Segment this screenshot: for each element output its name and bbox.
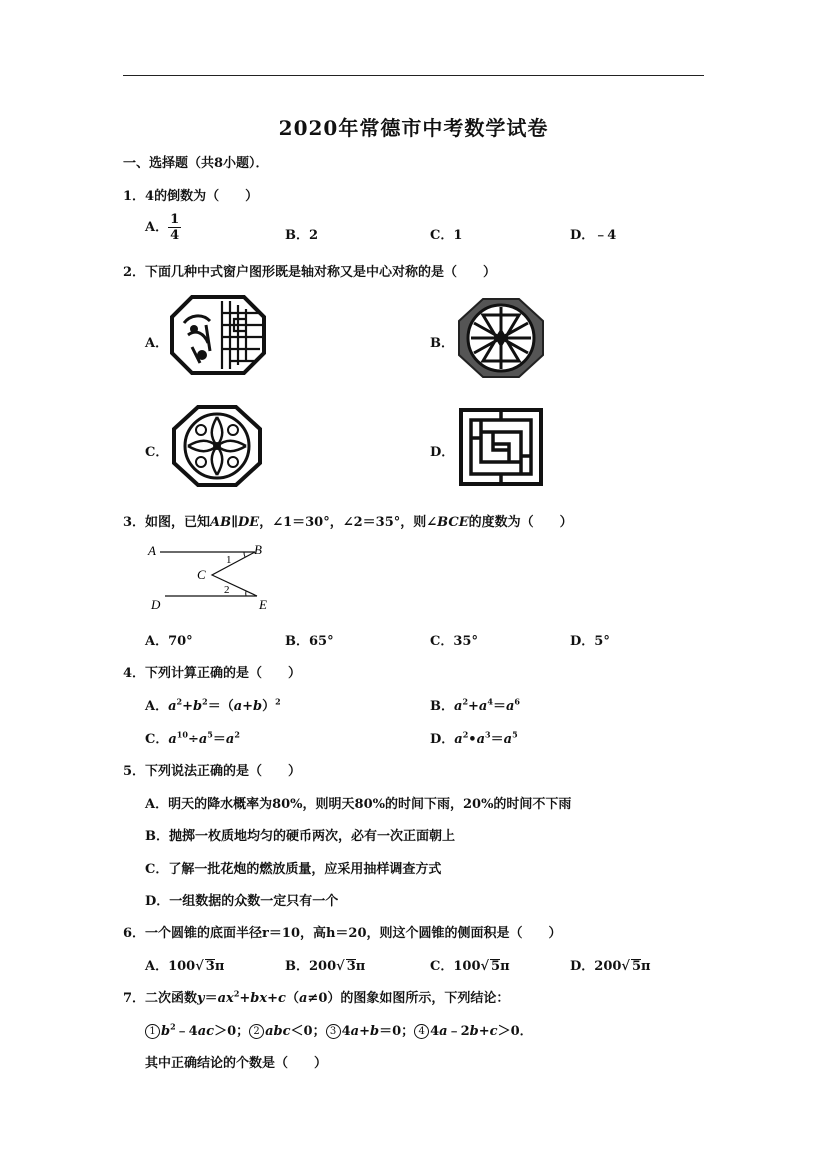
question-4-stem: 4．下列计算正确的是（ ） <box>123 666 302 681</box>
question-3-option-b: B．65° <box>285 634 334 649</box>
question-5-option-a: A．明天的降水概率为80%，则明天80%的时间下雨，20%的时间不下雨 <box>145 797 572 812</box>
question-5-option-c: C．了解一批花炮的燃放质量，应采用抽样调查方式 <box>145 862 442 877</box>
question-3-option-a: A．70° <box>145 634 193 649</box>
angle-1-label: 1 <box>226 554 232 566</box>
question-4-option-b: B．$a^2+a^4=a^6$ <box>430 696 520 714</box>
question-5-option-d: D．一组数据的众数一定只有一个 <box>145 894 339 909</box>
label-c: C <box>197 567 206 582</box>
window-c-image <box>172 405 262 487</box>
question-1-option-d: D．﹣4 <box>570 228 617 243</box>
question-7-ask: 其中正确结论的个数是（ ） <box>145 1056 328 1071</box>
parallel-lines-figure <box>140 538 280 616</box>
question-5-stem: 5．下列说法正确的是（ ） <box>123 764 302 779</box>
question-1-stem: 1．4的倒数为（ ） <box>123 189 259 204</box>
window-b-image <box>457 297 545 379</box>
question-2-option-a: A． <box>145 336 169 351</box>
question-6-option-b: B．200√ 3π <box>285 959 366 974</box>
question-1-option-c: C．1 <box>430 228 463 243</box>
question-6-option-c: C．100√ 5π <box>430 959 510 974</box>
page-title: 2020年常德市中考数学试卷 <box>278 116 549 140</box>
window-d-image <box>459 408 543 486</box>
question-4-option-c: C．$a^{10}\div a^5=a^2$ <box>145 729 240 747</box>
label-d: D <box>151 597 161 612</box>
question-6-option-a: A．100√ 3π <box>145 959 225 974</box>
label-e: E <box>259 597 267 612</box>
question-4-option-a: A．$a^2+b^2=(a+b)^2$ <box>145 696 281 714</box>
label-a: A <box>148 543 156 558</box>
section-heading: 一、选择题（共8小题）． <box>123 156 269 171</box>
question-3-stem: 3．如图，已知AB∥DE，∠1＝30°，∠2＝35°，则∠BCE的度数为（ ） <box>123 515 573 530</box>
question-6-stem: 6．一个圆锥的底面半径r＝10，高h＝20，则这个圆锥的侧面积是（ ） <box>123 926 562 941</box>
question-4-option-d: D．$a^2•a^3=a^5$ <box>430 729 518 747</box>
window-a-image <box>170 295 266 375</box>
question-1-option-b: B．2 <box>285 228 319 243</box>
question-2-option-d: D． <box>430 445 455 460</box>
angle-2-label: 2 <box>224 584 230 596</box>
question-1-option-a: A． $\frac{1}{4}$ <box>145 212 180 243</box>
question-5-option-b: B．抛掷一枚质地均匀的硬币两次，必有一次正面朝上 <box>145 829 455 844</box>
question-3-option-c: C．35° <box>430 634 478 649</box>
header-rule <box>123 75 704 76</box>
question-2-stem: 2．下面几种中式窗户图形既是轴对称又是中心对称的是（ ） <box>123 265 497 280</box>
question-6-option-d: D．200√ 5π <box>570 959 651 974</box>
question-2-option-b: B． <box>430 336 454 351</box>
question-3-option-d: D．5° <box>570 634 610 649</box>
label-b: B <box>254 542 262 557</box>
question-7-stem: 7．二次函数$y=ax^2+bx+c(a\ne 0)$的图象如图所示，下列结论： <box>123 988 510 1006</box>
question-7-conclusions: 1 $b^2﹣4ac>0$； 2 abc＜0； 3 4a+b＝0； 4 4a﹣2b+c＞0． <box>145 1020 533 1039</box>
question-2-option-c: C． <box>145 445 169 460</box>
fraction: $\frac{1}{4}$ <box>170 212 180 243</box>
